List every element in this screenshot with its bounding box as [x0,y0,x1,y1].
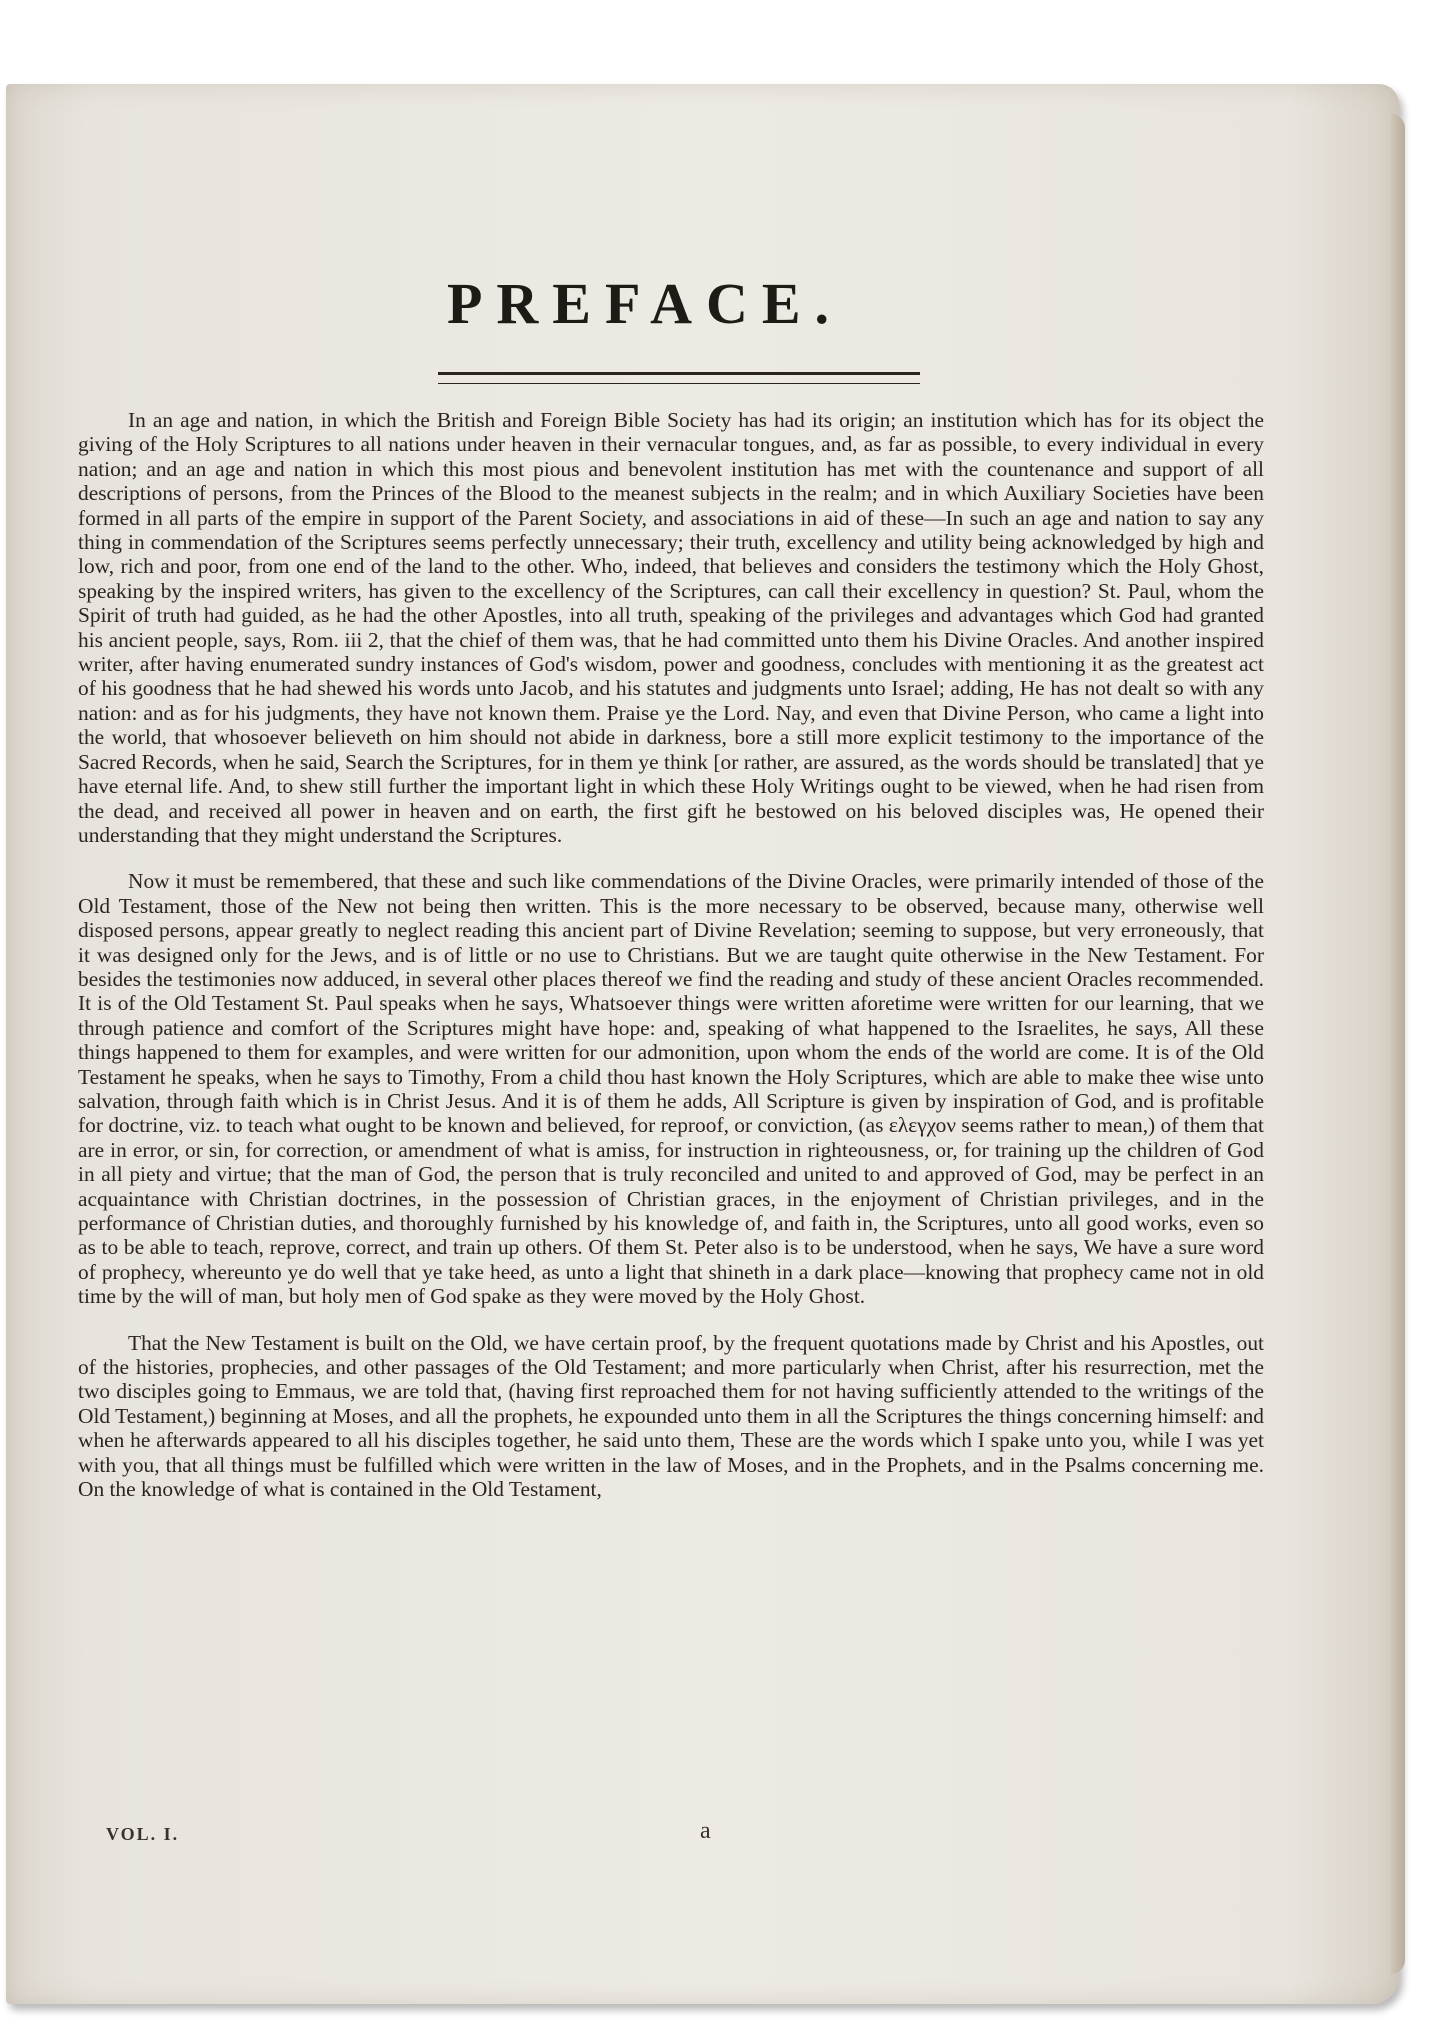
paragraph-2: Now it must be remembered, that these and such like commendations of the Divine Oracles, were primarily intended of those of the Old Testament, those of the New not being then written. This is the more necessary to be observed, because many, otherwise well disposed persons, appear greatly to neglect reading this ancient part of Divine Revelation; seeming to suppose, but very erroneously, that it was designed only for the Jews, and is of little or no use to Christians. But we are taught quite otherwise in the New Testament. For besides the testimonies now adduced, in several other places thereof we find the reading and study of these ancient Oracles recommended. It is of the Old Testament St. Paul speaks when he says, Whatsoever things were written aforetime were written for our learning, that we through patience and comfort of the Scriptures might have hope: and, speaking of what happened to the Israelites, he says, All these things happened to them for examples, and were written for our admonition, upon whom the ends of the world are come. It is of the Old Testament he speaks, when he says to Timothy, From a child thou hast known the Holy Scriptures, which are able to make thee wise unto salvation, through faith which is in Christ Jesus. And it is of them he adds, All Scripture is given by inspiration of God, and is profitable for doctrine, viz. to teach what ought to be known and believed, for reproof, or conviction, (as ελεγχον seems rather to mean,) of them that are in error, or sin, for correction, or amendment of what is amiss, for instruction in righteousness, or, for training up the children of God in all piety and virtue; that the man of God, the person that is truly reconciled and united to and approved of God, may be perfect in an acquaintance with Christian doctrines, in the possession of Christian graces, in the enjoyment of Christian privileges, and in the performance of Christian duties, and thoroughly furnished by his knowledge of, and faith in, the Scriptures, unto all good works, even so as to be able to teach, reprove, correct, and train up others. Of them St. Peter also is to be understood, when he says, We have a sure word of prophecy, whereunto ye do well that ye take heed, as unto a light that shineth in a dark place—knowing that prophecy came not in old time by the will of man, but holy men of God spake as they were moved by the Holy Ghost. [78,869,1264,1309]
volume-label: VOL. I. [106,1824,180,1844]
body-text [78,408,1264,1523]
page-edge [1391,114,1405,1974]
paragraph-1: In an age and nation, in which the British and Foreign Bible Society has had its origin; an institution which has for its object the giving of the Holy Scriptures to all nations under heaven in their vernacular tongues, and, as far as possible, to every individual in every nation; and an age and nation in which this most pious and benevolent institution has met with the countenance and support of all descriptions of persons, from the Princes of the Blood to the meanest subjects in the realm; and in which Auxiliary Societies have been formed in all parts of the empire in support of the Parent Society, and associations in aid of these—In such an age and nation to say any thing in commendation of the Scriptures seems perfectly unnecessary; their truth, excellency and utility being acknowledged by high and low, rich and poor, from one end of the land to the other. Who, indeed, that believes and considers the testimony which the Holy Ghost, speaking by the inspired writers, has given to the excellency of the Scriptures, can call their excellency in question? St. Paul, whom the Spirit of truth had guided, as he had the other Apostles, into all truth, speaking of the privileges and advantages which God had granted his ancient people, says, Rom. iii 2, that the chief of them was, that he had committed unto them his Divine Oracles. And another inspired writer, after having enumerated sundry instances of God's wisdom, power and goodness, concludes with mentioning it as the greatest act of his goodness that he had shewed his words unto Jacob, and his statutes and judgments unto Israel; adding, He has not dealt so with any nation: and as for his judgments, they have not known them. Praise ye the Lord. Nay, and even that Divine Person, who came a light into the world, that whosoever believeth on him should not abide in darkness, bore a still more explicit testimony to the importance of the Sacred Records, when he said, Search the Scriptures, for in them ye think [or rather, are assured, as the words should be translated] that ye have eternal life. And, to shew still further the important light in which these Holy Writings ought to be viewed, when he had risen from the dead, and received all power in heaven and on earth, the first gift he bestowed on his beloved disciples was, He opened their understanding that they might understand the Scriptures. [78,408,1264,847]
paragraph-3: That the New Testament is built on the Old, we have certain proof, by the frequent quotations made by Christ and his Apostles, out of the histories, prophecies, and other passages of the Old Testament; and more particularly when Christ, after his resurrection, met the two disciples going to Emmaus, we are told that, (having first reproached them for not having sufficiently attended to the writings of the Old Testament,) beginning at Moses, and all the prophets, he expounded unto them in all the Scriptures the things concerning himself: and when he afterwards appeared to all his disciples together, he said unto them, These are the words which I spake unto you, while I was yet with you, that all things must be fulfilled which were written in the law of Moses, and in the Prophets, and in the Psalms concerning me. On the knowledge of what is contained in the Old Testament, [78,1330,1264,1502]
title-rule [438,372,920,384]
page-title: PREFACE. [446,271,844,336]
signature-mark: a [700,1818,711,1844]
